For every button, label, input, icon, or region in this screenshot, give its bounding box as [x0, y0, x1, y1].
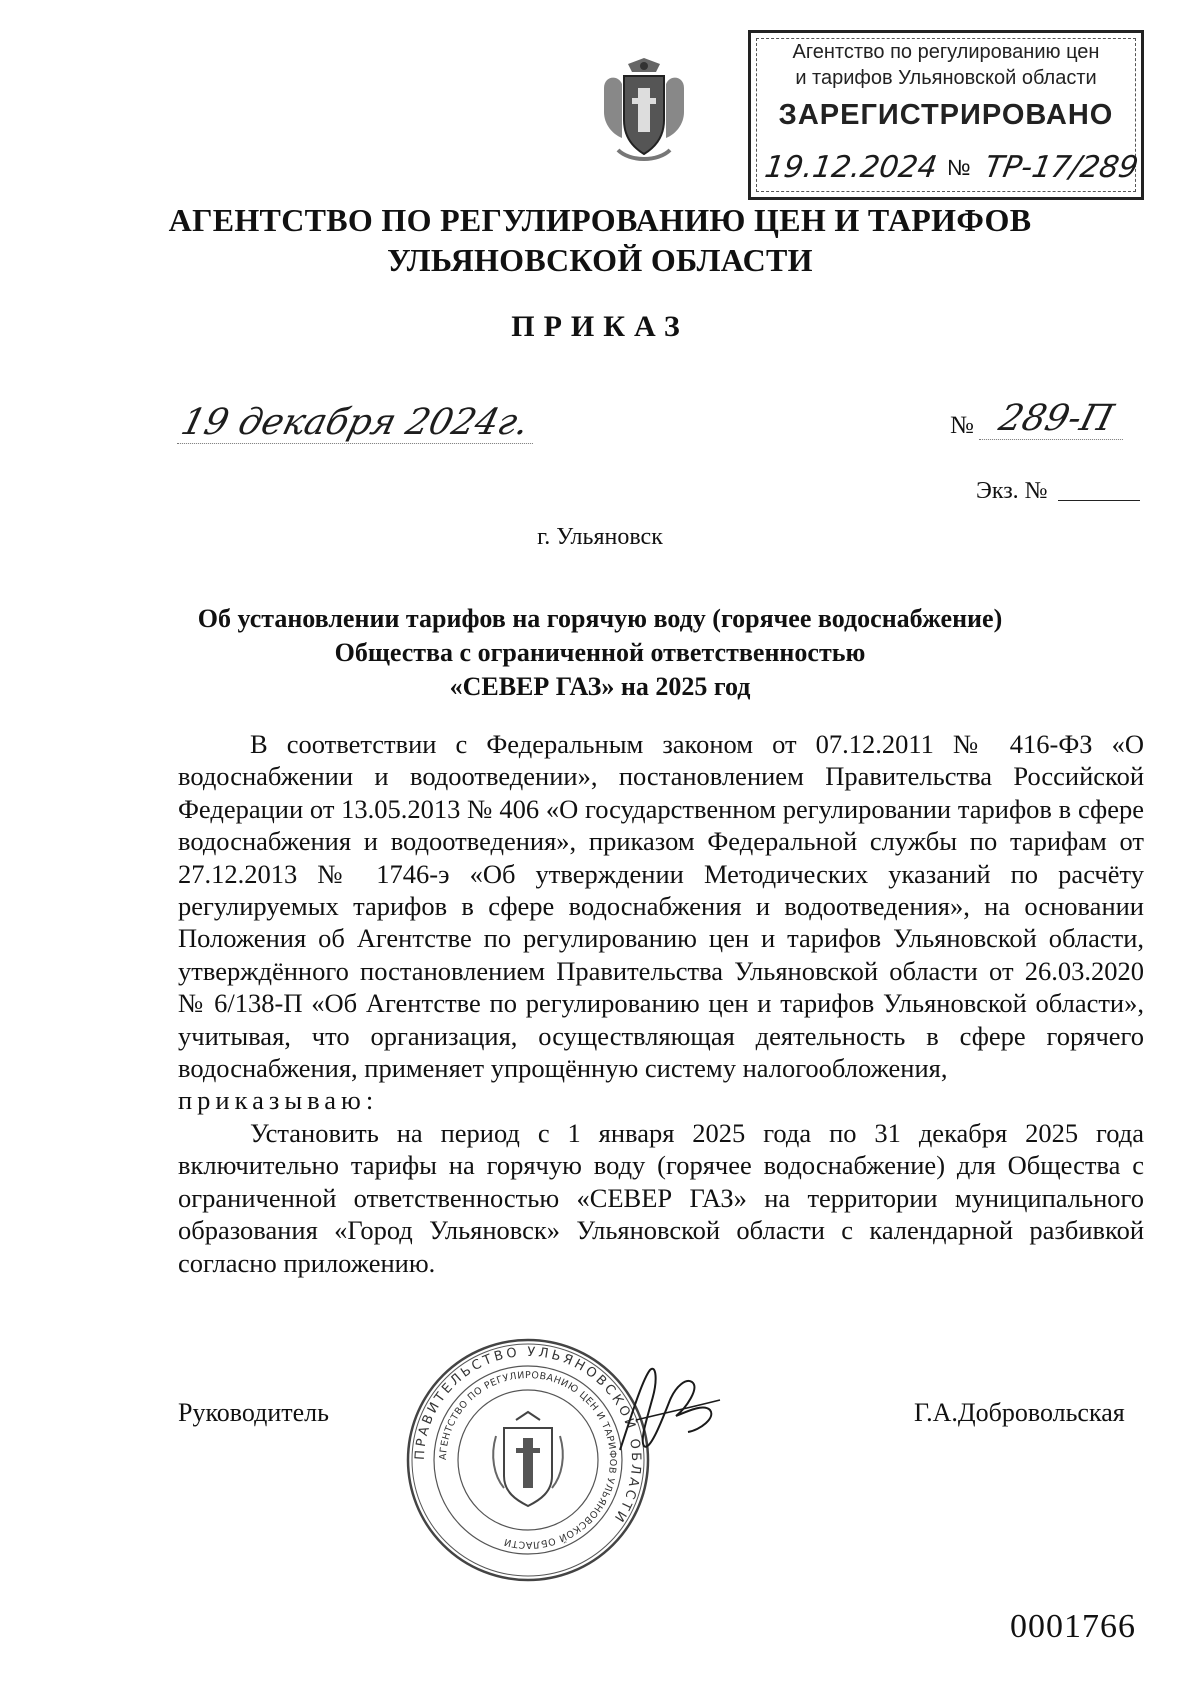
subject-line3: «СЕВЕР ГАЗ» на 2025 год	[449, 672, 751, 701]
registration-stamp-line1: Агентство по регулированию цен	[792, 41, 1100, 63]
document-serial-number: 0001766	[1010, 1608, 1136, 1645]
order-subject	[0, 602, 1200, 704]
order-date: 19 декабря 2024г.	[177, 402, 543, 444]
agency-name-line2: УЛЬЯНОВСКОЙ ОБЛАСТИ	[387, 242, 813, 278]
order-body	[178, 728, 1144, 1279]
seal-emblem-icon	[493, 1412, 563, 1506]
registration-stamp-date-row	[762, 149, 1141, 189]
subject-line2: Общества с ограниченной ответственностью	[334, 638, 866, 667]
registration-number: ТР-17/289	[981, 150, 1141, 185]
agency-header	[0, 200, 1200, 280]
signatory-position: Руководитель	[178, 1398, 329, 1427]
copy-number-blank	[1058, 500, 1140, 501]
signature-image	[600, 1360, 730, 1470]
city: г. Ульяновск	[537, 524, 663, 550]
subject-line1: Об установлении тарифов на горячую воду (горячее водоснабжение)	[197, 604, 1003, 633]
seal-outer-text: ПРАВИТЕЛЬСТВО УЛЬЯНОВСКОЙ ОБЛАСТИ	[412, 1344, 644, 1527]
preamble-paragraph: В соответствии с Федеральным законом от 07.12.2011 № 416-ФЗ «О водоснабжении и водоотведении», постановлением Правительства Российской Федерации от 13.05.2013 № 406 «О государственном регулировании тарифов в сфере водоснабжения и водоотведения», приказом Федеральной службы по тарифам от 27.12.2013 № 1746-э «Об утверждении Методических указаний по расчёту регулируемых тарифов в сфере водоснабжения и водоотведения», на основании Положения об Агентстве по регулированию цен и тарифов Ульяновской области, утверждённого постановлением Правительства Ульяновской области от 26.03.2020 № 6/138-П «Об Агентстве по регулированию цен и тарифов Ульяновской области», учитывая, что организация, осуществляющая деятельность в сфере горячего водоснабжения, применяет упрощённую систему налогообложения,	[178, 729, 1144, 1084]
registration-stamp-title: ЗАРЕГИСТРИРОВАНО	[778, 99, 1114, 131]
command-word: приказываю:	[178, 1085, 379, 1116]
registration-stamp-line2: и тарифов Ульяновской области	[795, 67, 1097, 89]
agency-name-line1: АГЕНТСТВО ПО РЕГУЛИРОВАНИЮ ЦЕН И ТАРИФОВ	[168, 202, 1032, 238]
copy-number-label: Экз. №	[976, 478, 1048, 504]
registration-stamp	[748, 30, 1144, 200]
resolution-paragraph: Установить на период с 1 января 2025 года по 31 декабря 2025 года включительно тарифы на горячую воду (горячее водоснабжение) для Общества с ограниченной ответственностью «СЕВЕР ГАЗ» на территории муниципального образования «Город Ульяновск» Ульяновской области с календарной разбивкой согласно приложению.	[178, 1117, 1144, 1278]
order-number-label: №	[950, 412, 974, 439]
signatory-name: Г.А.Добровольская	[914, 1398, 1125, 1427]
registration-date: 19.12.2024	[762, 150, 940, 185]
registration-number-label: №	[947, 155, 971, 180]
coat-of-arms-icon	[598, 58, 690, 166]
order-title: ПРИКАЗ	[511, 310, 689, 343]
seal-inner-text: АГЕНТСТВО ПО РЕГУЛИРОВАНИЮ ЦЕН И ТАРИФОВ УЛЬЯНОВСКОЙ ОБЛАСТИ	[437, 1369, 619, 1551]
order-number: 289-П	[979, 398, 1133, 440]
